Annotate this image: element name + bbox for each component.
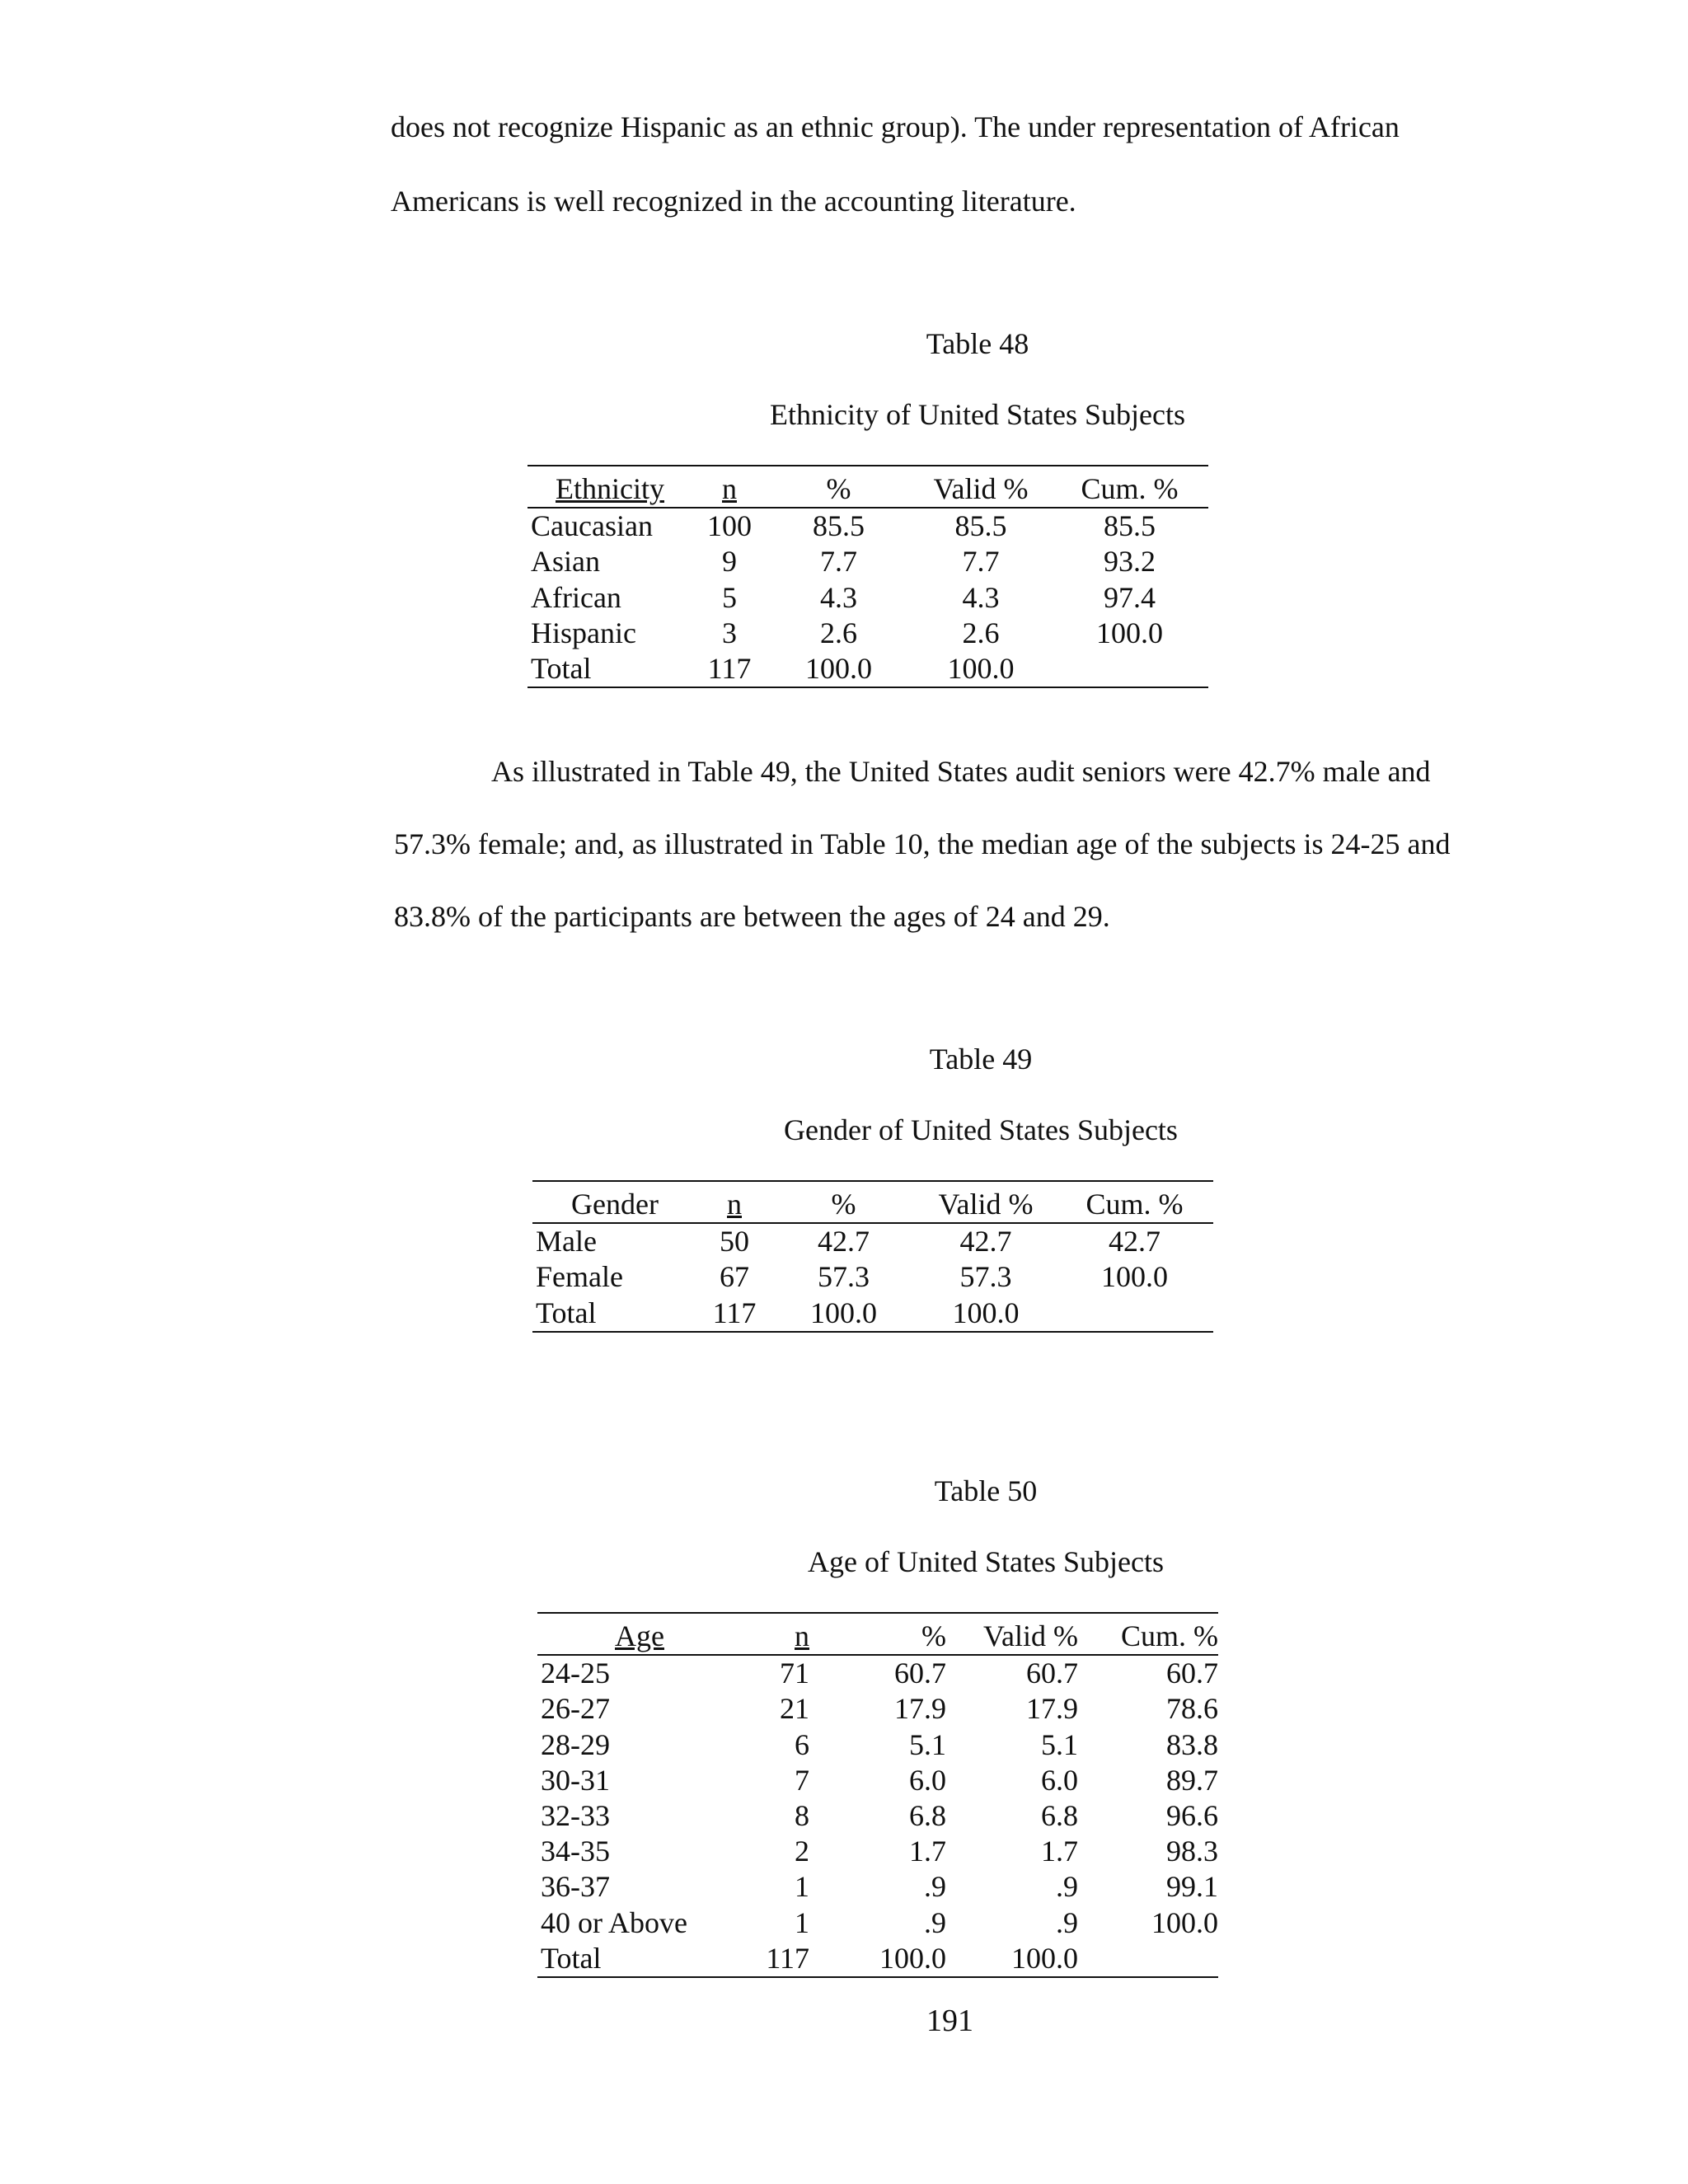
table-row (532, 1223, 1213, 1259)
col-header: Valid % (916, 1181, 1056, 1223)
cell: 57.3 (959, 1260, 1012, 1294)
cell: Female (536, 1260, 623, 1294)
table-row (537, 1727, 1218, 1763)
cell: 6 (795, 1727, 809, 1761)
cell: 117 (707, 651, 752, 685)
table-49-label: Table 49 (929, 1043, 1033, 1076)
cell: 30-31 (541, 1763, 610, 1797)
cell: 7.7 (820, 545, 857, 579)
col-header: % (771, 1181, 916, 1223)
col-header: Valid % (946, 1613, 1078, 1655)
cell: 50 (720, 1225, 749, 1258)
cell: 6.0 (1041, 1763, 1078, 1797)
table-header-row (532, 1181, 1213, 1223)
cell: 17.9 (894, 1692, 946, 1726)
cell: 67 (720, 1260, 749, 1294)
cell: 36-37 (541, 1870, 610, 1904)
cell: 21 (780, 1692, 809, 1726)
cell: 2 (795, 1835, 809, 1868)
table-row (537, 1691, 1218, 1727)
cell: 85.5 (813, 509, 865, 543)
table-header-row (528, 466, 1208, 508)
cell: Hispanic (531, 616, 636, 649)
cell: 97.4 (1104, 580, 1156, 614)
cell: 9 (722, 545, 737, 579)
cell: 4.3 (820, 580, 857, 614)
cell: 100.0 (879, 1941, 946, 1975)
cell: 85.5 (954, 509, 1007, 543)
cell: Total (536, 1296, 597, 1329)
cell: 60.7 (1026, 1657, 1078, 1690)
cell: .9 (1056, 1870, 1078, 1904)
cell: 3 (722, 616, 737, 649)
cell: 8 (795, 1798, 809, 1832)
cell: 93.2 (1104, 545, 1156, 579)
col-header: Cum. % (1051, 466, 1208, 508)
table-row (528, 616, 1208, 651)
cell: 78.6 (1166, 1692, 1218, 1726)
intro-line-1: does not recognize Hispanic as an ethnic group). The under representation of African (391, 110, 1400, 143)
cell: 5.1 (909, 1727, 946, 1761)
cell: 7 (795, 1763, 809, 1797)
cell: .9 (924, 1905, 946, 1939)
col-header: % (767, 466, 911, 508)
cell: 100.0 (810, 1296, 877, 1329)
col-header: Gender (532, 1181, 697, 1223)
table-48-label: Table 48 (926, 327, 1029, 360)
cell (1056, 1296, 1213, 1332)
cell: 89.7 (1166, 1763, 1218, 1797)
cell: 60.7 (1166, 1657, 1218, 1690)
cell: 5 (722, 580, 737, 614)
table-row (528, 544, 1208, 579)
cell: 2.6 (820, 616, 857, 649)
table-header-row (537, 1613, 1218, 1655)
cell: 100.0 (947, 651, 1015, 685)
table-row (532, 1259, 1213, 1295)
cell: 17.9 (1026, 1692, 1078, 1726)
cell: 1.7 (909, 1835, 946, 1868)
cell: Total (531, 651, 592, 685)
table-row (528, 580, 1208, 616)
table-row (537, 1763, 1218, 1798)
page-number: 191 (926, 2004, 973, 2038)
cell: 99.1 (1166, 1870, 1218, 1904)
cell: 117 (766, 1941, 809, 1975)
col-header: % (809, 1613, 946, 1655)
cell: 57.3 (818, 1260, 870, 1294)
cell: .9 (1056, 1905, 1078, 1939)
cell: 42.7 (818, 1225, 870, 1258)
cell: 32-33 (541, 1798, 610, 1832)
cell: 6.8 (1041, 1798, 1078, 1832)
cell: 96.6 (1166, 1798, 1218, 1832)
cell: 83.8 (1166, 1727, 1218, 1761)
intro-line-2: Americans is well recognized in the accounting literature. (391, 185, 1076, 218)
cell (1051, 651, 1208, 687)
cell: 100.0 (805, 651, 872, 685)
cell: 1 (795, 1905, 809, 1939)
cell: 100.0 (1101, 1260, 1168, 1294)
table-row (537, 1941, 1218, 1977)
cell: Total (541, 1941, 602, 1975)
table-50-label: Table 50 (934, 1474, 1038, 1507)
cell: 100.0 (1151, 1905, 1218, 1939)
col-header: Valid % (911, 466, 1051, 508)
cell: 100.0 (952, 1296, 1020, 1329)
cell: 6.8 (909, 1798, 946, 1832)
cell: African (531, 580, 621, 614)
cell (1078, 1941, 1218, 1977)
cell: Asian (531, 545, 600, 579)
table-row (528, 651, 1208, 687)
cell: 60.7 (894, 1657, 946, 1690)
cell: 4.3 (962, 580, 1000, 614)
table-row (528, 508, 1208, 544)
gender-table (532, 1180, 1213, 1333)
cell: 6.0 (909, 1763, 946, 1797)
cell: 28-29 (541, 1727, 610, 1761)
col-header: n (697, 1181, 771, 1223)
cell: 1 (795, 1870, 809, 1904)
col-header: Cum. % (1078, 1613, 1218, 1655)
cell: 100.0 (1096, 616, 1163, 649)
table-50-title: Age of United States Subjects (808, 1545, 1164, 1578)
cell: 85.5 (1104, 509, 1156, 543)
cell: 2.6 (962, 616, 1000, 649)
cell: 5.1 (1041, 1727, 1078, 1761)
cell: Caucasian (531, 509, 653, 543)
cell: 117 (712, 1296, 757, 1329)
cell: 1.7 (1041, 1835, 1078, 1868)
cell: 100 (707, 509, 752, 543)
cell: 42.7 (959, 1225, 1012, 1258)
cell: 100.0 (1011, 1941, 1078, 1975)
table-row (537, 1834, 1218, 1869)
cell: 34-35 (541, 1835, 610, 1868)
table-row (537, 1905, 1218, 1941)
cell: 7.7 (962, 545, 1000, 579)
cell: Male (536, 1225, 597, 1258)
cell: 98.3 (1166, 1835, 1218, 1868)
middle-line-1: As illustrated in Table 49, the United States audit seniors were 42.7% male and (491, 755, 1431, 788)
table-48-title: Ethnicity of United States Subjects (770, 398, 1185, 431)
table-row (537, 1869, 1218, 1905)
table-row (532, 1296, 1213, 1332)
age-table (537, 1612, 1218, 1978)
cell: 42.7 (1109, 1225, 1160, 1258)
table-row (537, 1798, 1218, 1834)
cell: 71 (780, 1657, 809, 1690)
middle-line-2: 57.3% female; and, as illustrated in Table 10, the median age of the subjects is 24-25 and (394, 827, 1451, 860)
col-header: Ethnicity (528, 466, 692, 508)
cell: 26-27 (541, 1692, 610, 1726)
table-49-title: Gender of United States Subjects (784, 1113, 1178, 1146)
col-header: n (742, 1613, 809, 1655)
col-header: Age (537, 1613, 742, 1655)
table-row (537, 1655, 1218, 1691)
cell: 40 or Above (541, 1905, 687, 1939)
col-header: n (692, 466, 767, 508)
col-header: Cum. % (1056, 1181, 1213, 1223)
middle-line-3: 83.8% of the participants are between the ages of 24 and 29. (394, 900, 1110, 933)
ethnicity-table (528, 465, 1208, 688)
cell: 24-25 (541, 1657, 610, 1690)
cell: .9 (924, 1870, 946, 1904)
